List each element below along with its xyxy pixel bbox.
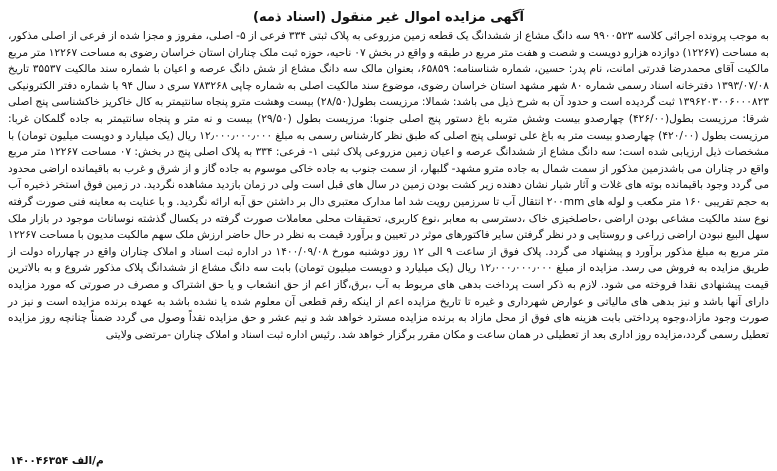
title-bar [8,4,769,28]
reference-number: م/الف ۱۴۰۰۴۶۳۵۴ [10,455,104,467]
notice-title: آگهی مزایده اموال غیر منقول (اسناد ذمه) [253,10,524,25]
notice-body: به موجب پرونده اجرائی کلاسه ۹۹۰۰۵۲۳ سه دانگ مشاع از ششدانگ یک قطعه زمین مزروعی به پلاک ثبتی ۳۳۴ فرعی از ۵- اصلی، مفروز و مجزا شده از فرعی از اصلی مذکور، به مساحت (۱۲۲۶۷) دوازده هزارو دویست و شصت و هفت متر مربع در طبقه و واقع در بخش ۰۷ ناحیه، حوزه ثبت ملک چناران استان خراسان رضوی به مساحت ۱۲۲۶۷ متر مربع مالکیت آقای محمدرضا قدرتی امانت، نام پدر: حسین، شماره شناسنامه: ۶۵۸۵۹، بعنوان مالک سه دانگ مشاع از شش دانگ عرصه و اعیان با شماره سند مالکیت ۳۵۵۳۷ تاریخ ۱۳۹۳/۰۷/۰۸ دفترخانه اسناد رسمی شماره ۸۰ شهر مشهد استان خراسان رضوی، موضوع سند مالکیت اصلی به شماره چاپی ۷۸۳۲۶۸ سری د سال ۹۴ با شماره دفتر الکترونیکی ۱۳۹۶۲۰۳۰۰۶۰۰۰۸۲۳ ثبت گردیده است و حدود آن به شرح ذیل می باشد: شمالا: مرزیست بطول(۲۸/۵۰) بیست وهشت مترو پنجاه سانتیمتر به کال خاکریز خاکشناسی پنج اصلی شرقا: مرزیست بطول(۴۲۶/۰۰) چهارصدو بیست وشش متربه باغ دستور پنج اصلی جنوبا: مرزیست بطول (۲۹/۵۰) بیست و نه متر و پنجاه سانتیمتر به جاده گلمکان غربا: مرزیست بطول (۴۲۰/۰۰) چهارصدو بیست متر به باغ علی توسلی پنج اصلی که طبق نظر کارشناس رسمی به مبلغ ۱۲٫۰۰۰٫۰۰۰٫۰۰۰ ریال (یک میلیارد و دویست میلیون تومان) با مشخصات ذیل ارزیابی شده است: سه دانگ مشاع از ششدانگ عرصه و اعیان زمین مزروعی پلاک ثبتی ۱- فرعی: ۳۳۴ به پلاک اصلی پنج در بخش: ۰۷ مساحت ۱۲۲۶۷ متر مربع واقع در چناران می باشدزمین مذکور از سمت شمال به جاده مترو مشهد- گلبهار، از سمت جنوب به جاده خاکی موسوم به جاده گاز و از شرق و غرب به باقیمانده اراضی محدود می گردد وجود باقیمانده بوته های غلات و آثار شیار نشان دهنده زیر کشت بودن زمین در سال های قبل است ولی در زمان بازدید مشاهده نگردید. در زمین فوق استخر ذخیره آب به حجم تقریبی ۱۶۰ متر مکعب و لوله های ۲۰۰mm انتقال آب تا سرزمین رویت شد اما مدارک معتبری دال بر داشتن حق آبه ارائه نگردید. و با عنایت به معاینه فنی صورت گرفته نوع سند مالکیت مشاعی بودن اراضی ،حاصلخیزی خاک ،دسترسی به معابر ،نوع کاربری، تحقیقات محلی معاملات صورت گرفته در یکسال گذشته نوسانات موجود در بازار ملک سهل البیع نبودن اراضی زراعی و روستایی و در نظر گرفتن سایر فاکتورهای موثر در تعیین و برآورد قیمت به نظر در حال حاضر ارزش ملک سهم مالکیت مدیون با مساحت ۱۲۲۶۷ متر مربع به مبلغ مذکور برآورد و پیشنهاد می گردد. پلاک فوق از ساعت ۹ الی ۱۲ روز دوشنبه مورخ ۱۴۰۰/۰۹/۰۸ در اداره ثبت اسناد و املاک چناران واقع در چهارراه دولت از طریق مزایده به فروش می رسد. مزایده از مبلغ ۱۲٫۰۰۰٫۰۰۰٫۰۰۰ ریال (یک میلیارد و دویست میلیون تومان) بابت سه دانگ مشاع از ششدانگ پلاک مذکور شروع و به بالاترین قیمت پیشنهادی نقدا فروخته می شود. لازم به ذکر است پرداخت بدهی های مربوط به آب ،برق،گاز اعم از حق انشعاب و یا حق اشتراک و مصرف در صورتی که مورد مزایده دارای آنها باشد و نیز بدهی های مالیاتی و عوارض شهرداری و غیره تا تاریخ مزایده اعم از اینکه رقم قطعی آن معلوم شده یا نشده باشد به عهده برنده مزایده است و نیز در صورت وجود مازاد،وجوه پرداختی بابت هزینه های فوق از محل مازاد به برنده مزایده مسترد خواهد شد و نیم عشر و حق مزایده نقداً وصول می گردد ضمناً چنانچه روز مزایده تعطیل رسمی گردد،مزایده روز اداری بعد از تعطیلی در همان ساعت و مکان مقرر برگزار خواهد شد. رئیس اداره ثبت اسناد و املاک چناران -مرتضی ولایتی [8,30,770,341]
